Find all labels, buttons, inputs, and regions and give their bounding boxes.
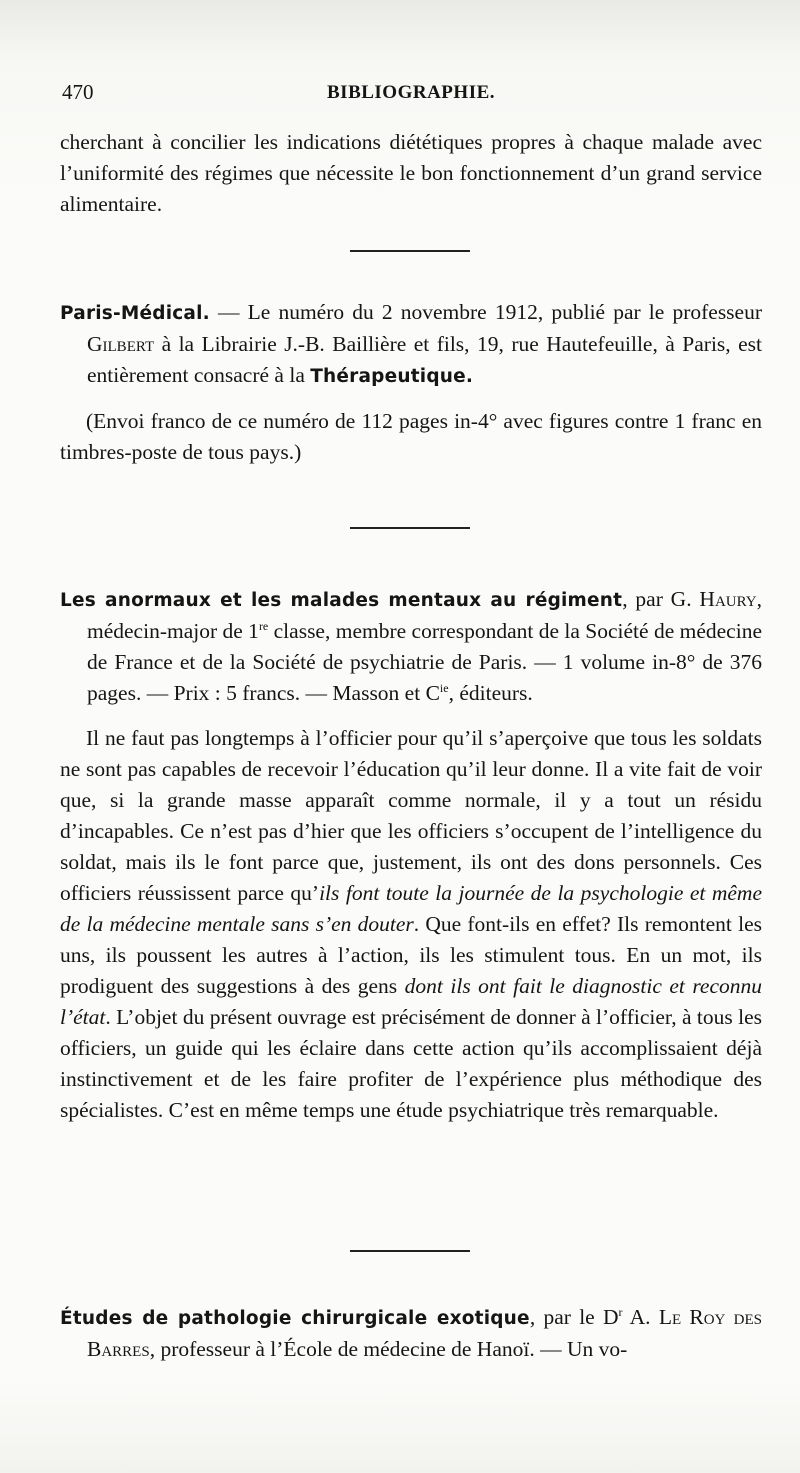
entry-paris-medical (60, 297, 762, 468)
entry-title: Paris-Médical. (60, 303, 210, 324)
entry-anormaux (60, 584, 762, 1126)
page-number: 470 (62, 80, 94, 104)
entry-title: Études de pathologie chirurgicale exotique (60, 1308, 530, 1329)
entry-etudes (60, 1302, 762, 1365)
review-body: Il ne faut pas longtemps à l’officier pour qu’il s’aperçoive que tous les soldats ne sont pas capables de recevoir l’éducation qu’il leur donne. Il a vite fait de voir que, si la grande masse apparaît comme normale, il y a tout un résidu d’incapables. Ce n’est pas d’hier que les officiers s’occupent de l’intelligence du soldat, mais ils le font parce que, justement, ils ont des dons personnels. Ces officiers réussissent parce qu’ils font toute la journée de la psychologie et même de la médecine mentale sans s’en douter. Que font-ils en effet? Ils remontent les uns, ils poussent les autres à l’action, ils les stimulent tous. En un mot, ils prodiguent des suggestions à des gens dont ils ont fait le diagnostic et reconnu l’état. L’objet du présent ouvrage est précisément de donner à l’officier, à tous les officiers, un guide qui les éclaire dans cette action qu’ils accomplissaient déjà instinctivement et de les faire profiter de l’expérience plus méthodique des spécialistes. C’est en même temps une étude psychiatrique très remarquable. (60, 726, 763, 1122)
section-divider (350, 250, 470, 252)
entry-note: (Envoi franco de ce numéro de 112 pages in-4° avec figures contre 1 franc en timbres-poste de tous pays.) (60, 409, 762, 464)
section-divider (350, 1250, 470, 1252)
entry-title: Les anormaux et les malades mentaux au régiment (60, 590, 623, 611)
entry-heading: Études de pathologie chirurgicale exotique, par le $D^r$ A. Le Roy des Barres, professeur à l’École de médecine de Hanoï. — Un vo- (60, 1304, 763, 1361)
author-name: Le Roy des Barres (87, 1305, 763, 1361)
running-title: BIBLIOGRAPHIE. (327, 82, 496, 103)
page-header (62, 80, 762, 110)
paragraph-text: cherchant à concilier les indications diététiques propres à chaque malade avec l’uniformité des régimes que nécessite le bon fonctionnement d’un grand service alimentaire. (60, 130, 762, 216)
entry-heading: Les anormaux et les malades mentaux au régiment, par G. Haury, médecin-major de 1re classe, membre correspondant de la Société de médecine de France et de la Société de psychiatrie de Paris. — 1 volume in-8° de 376 pages. — Prix : 5 francs. — Masson et $C^{ie}$, éditeurs. (60, 587, 762, 705)
author-name: Gilbert (87, 332, 155, 356)
section-divider (350, 527, 470, 529)
entry-heading: Paris-Médical. — Le numéro du 2 novembre 1912, publié par le professeur Gilbert à la Librairie J.-B. Baillière et fils, 19, rue Hautefeuille, à Paris, est entièrement consacré à la Thérapeutique. (60, 300, 763, 387)
author-name: Haury (699, 587, 757, 611)
entry-subject: Thérapeutique. (310, 366, 474, 387)
continued-paragraph (60, 127, 762, 220)
